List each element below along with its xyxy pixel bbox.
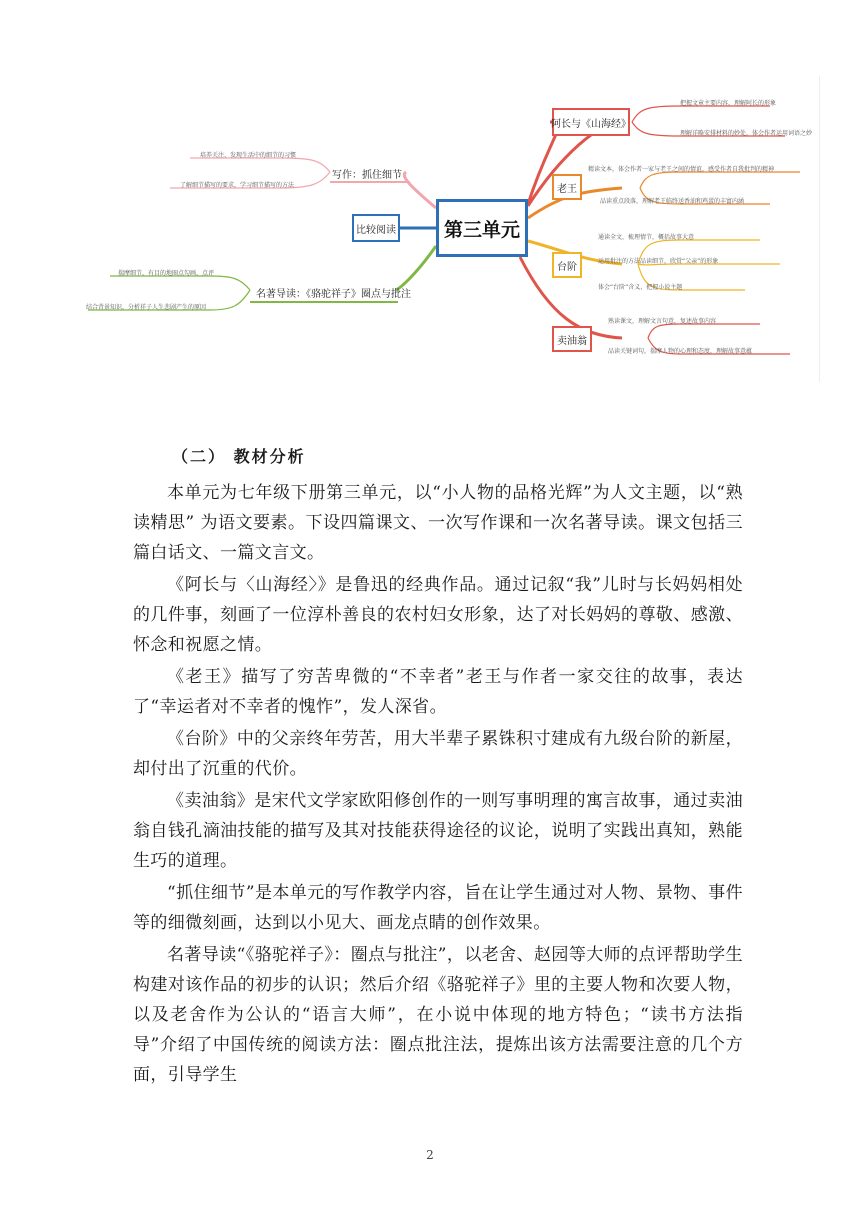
paragraph: 《阿长与〈山海经〉》是鲁迅的经典作品。通过记叙“我”儿时与长妈妈相处的几件事，刻画了一位淳朴善良的农村妇女形象，达了对长妈妈的尊敬、感激、怀念和祝愿之情。	[133, 575, 743, 655]
mindmap-branch-label: 老王	[557, 183, 577, 195]
mindmap-center-node: 第三单元	[436, 199, 528, 257]
mindmap-branch-maiyouweng	[552, 326, 592, 352]
mindmap-branch-taijie	[552, 252, 582, 278]
mindmap-note: 品读关键词句，揣摩人物的心理和态度，理解故事意蕴	[608, 348, 753, 355]
mindmap-branch-classics: 名著导读：《骆驼祥子》圈点与批注	[256, 289, 411, 300]
mindmap-branch-laowang	[552, 174, 582, 200]
mindmap-branch-label: 台阶	[557, 261, 577, 273]
mindmap-note: 培养关注、发现生活中的细节的习惯	[200, 152, 297, 159]
mindmap-note: 精读文本，体会作者一家与老王之间的情谊，感受作者自我批判的精神	[588, 166, 775, 173]
paragraph: 《台阶》中的父亲终年劳苦，用大半辈子累铢积寸建成有九级台阶的新屋，却付出了沉重的代价。	[133, 729, 743, 779]
paragraph: 《老王》描写了穷苦卑微的“不幸者”老王与作者一家交往的故事，表达了“幸运者对不幸者的愧怍”，发人深省。	[133, 667, 743, 717]
page-number: 2	[426, 1148, 434, 1162]
mindmap-note: 理解详略安排材料的妙处，体会作者运用词语之妙	[680, 130, 813, 137]
paragraph: 名著导读“《骆驼祥子》：圈点与批注”，以老舍、赵园等大师的点评帮助学生构建对该作品的初步的认识；然后介绍《骆驼祥子》里的主要人物和次要人物，以及老舍作为公认的“语言大师”，在小说中体现的地方特色；“读书方法指导”介绍了中国传统的阅读方法：圈点批注法，提炼出该方法需要注意的几个方面，引导学生	[133, 945, 743, 1085]
mindmap-note: 熟读课文，理解文言句意，复述故事内容	[608, 318, 717, 325]
paragraph: 《卖油翁》是宋代文学家欧阳修创作的一则写事明理的寓言故事，通过卖油翁自钱孔滴油技能的描写及其对技能获得途径的议论，说明了实践出真知，熟能生巧的道理。	[133, 791, 743, 871]
mindmap-note: 通读全文，梳理情节，概括故事大意	[598, 234, 695, 241]
mindmap-branch-compare	[352, 214, 400, 242]
paragraph: 本单元为七年级下册第三单元，以“小人物的品格光辉”为人文主题，以“熟读精思” 为语文要素。下设四篇课文、一次写作课和一次名著导读。课文包括三篇白话文、一篇文言文。	[133, 483, 743, 563]
mindmap-note: 运用批注的方法品读细节，欣赏“父亲”的形象	[598, 258, 719, 265]
mindmap-note: 了解细节描写的要求，学习细节描写的方法	[180, 182, 295, 189]
mindmap-branch-achang	[552, 108, 630, 136]
mindmap-note: 把握文章主要内容，理解阿长的形象	[680, 100, 777, 107]
mindmap-branch-label: 阿长与《山海经》	[551, 118, 631, 130]
mindmap-figure	[80, 76, 820, 382]
section-heading: （二） 教材分析	[172, 447, 306, 466]
mindmap-note: 品读重点段落，理解老王临终送香油和鸡蛋的丰富内涵	[600, 198, 745, 205]
mindmap-branch-label: 卖油翁	[557, 335, 587, 347]
mindmap-note: 揣摩细节，有目的地圈点勾画、点评	[118, 270, 215, 277]
mindmap-branch-writing: 写作：抓住细节	[332, 170, 402, 181]
mindmap-branch-label: 比较阅读	[356, 224, 396, 236]
article-body	[133, 478, 743, 1092]
mindmap-note: 结合背景知识，分析祥子人生悲剧产生的原因	[86, 304, 207, 311]
mindmap-note: 体会“台阶”含义，把握小说主题	[598, 284, 683, 291]
paragraph: “抓住细节”是本单元的写作教学内容，旨在让学生通过对人物、景物、事件等的细微刻画，达到以小见大、画龙点睛的创作效果。	[133, 883, 743, 933]
